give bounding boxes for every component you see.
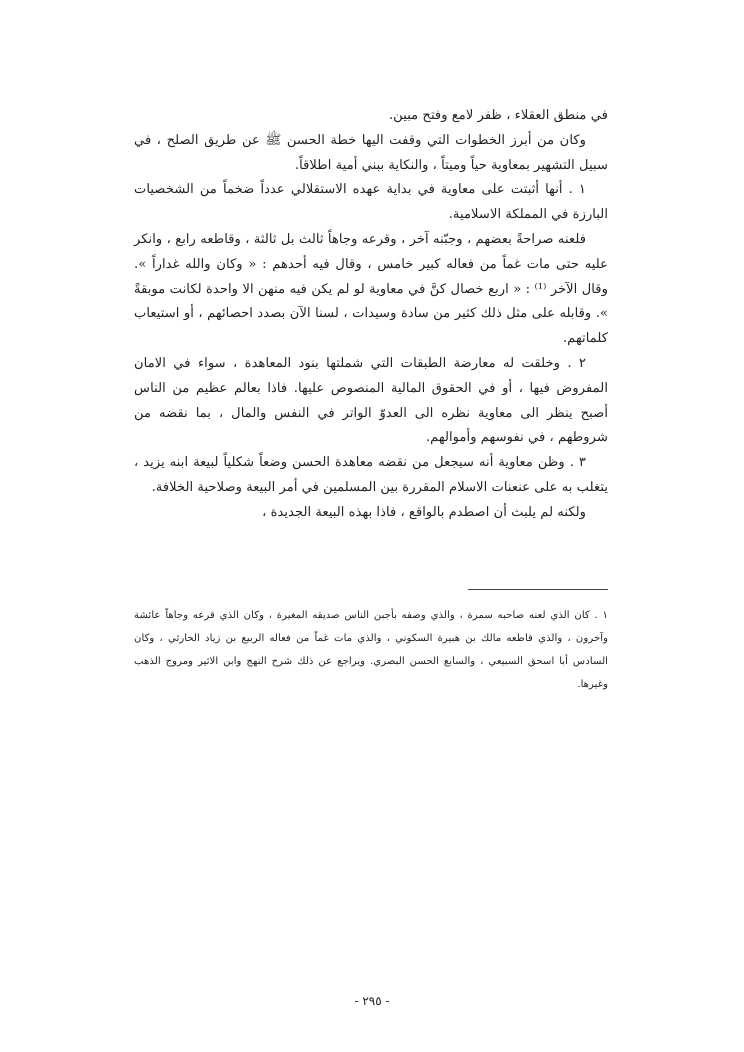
- paragraph-6: ٣ . وظن معاوية أنه سيجعل من نقضه معاهدة الحسن وضعاً شكلياً لبيعة ابنه يزيد ، يتغلب به على عنعنات الاسلام المقررة بين المسلمين في أمر البيعة وصلاحية الخلافة.: [134, 455, 608, 495]
- paragraph-4: فلعنه صراحةً بعضهم ، وجبّنه آخر ، وقرعه وجاهاً ثالث بل ثالثة ، وقاطعه رابع ، وانكر عليه حتى مات غماً من فعاله كبير خامس ، وقال فيه أحدهم : « وكان والله غداراً ». وقال الآخر ⁽¹⁾ : « اربع خصال كنَّ في معاوية لو لم يكن فيه منهن الا واحدة لكانت موبقةً ». وقابله على مثل ذلك كثير من سادة وسيدات ، لسنا الآن بصدد احصائهم ، أو استيعاب كلماتهم.: [134, 231, 608, 347]
- paragraph-3: ١ . أنها أثبتت على معاوية في بداية عهده الاستقلالي عدداً ضخماً من الشخصيات البارزة في المملكة الاسلامية.: [134, 182, 608, 223]
- footnote-1: ١ . كان الذي لعنه صاحبه سمرة ، والذي وصفه بأجبن الناس صديقه المغيرة ، وكان الذي قرعه وجاهاً عائشة وآخرون ، والذي قاطعه مالك بن هبيرة السكوني ، والذي مات غماً من فعاله الربيع بن زياد الحارثي ، وكان السادس أبا اسحق السبيعي ، والسابع الحسن البصري. ويراجع عن ذلك شرح النهج وابن الاثير ومروج الذهب وغيرها.: [134, 610, 608, 690]
- page-number: - ٢٩٥ -: [354, 994, 390, 1008]
- main-text: [134, 104, 608, 526]
- footnote-divider: [468, 589, 608, 590]
- paragraph-5: ٢ . وخلقت له معارضة الطبقات التي شملتها بنود المعاهدة ، سواء في الامان المفروض فيها ، أو في الحقوق المالية المنصوص عليها. فاذا بعالم عظيم من الناس أصبح ينظر الى معاوية نظره الى العدوّ الواتر في النفس والمال ، بما نقضه من شروطهم ، في نفوسهم وأموالهم.: [134, 355, 608, 446]
- footnotes: [134, 604, 608, 696]
- paragraph-7: ولكنه لم يلبث أن اصطدم بالواقع ، فاذا بهذه البيعة الجديدة ،: [262, 504, 586, 520]
- paragraph-2: وكان من أبرز الخطوات التي وقفت اليها خطة الحسن ﷺ عن طريق الصلح ، في سبيل التشهير بمعاوية حياً وميتاً ، والنكاية ببني أمية اطلاقاً.: [134, 132, 608, 173]
- paragraph-1: في منطق العقلاء ، ظفر لامع وفتح مبين.: [388, 108, 608, 123]
